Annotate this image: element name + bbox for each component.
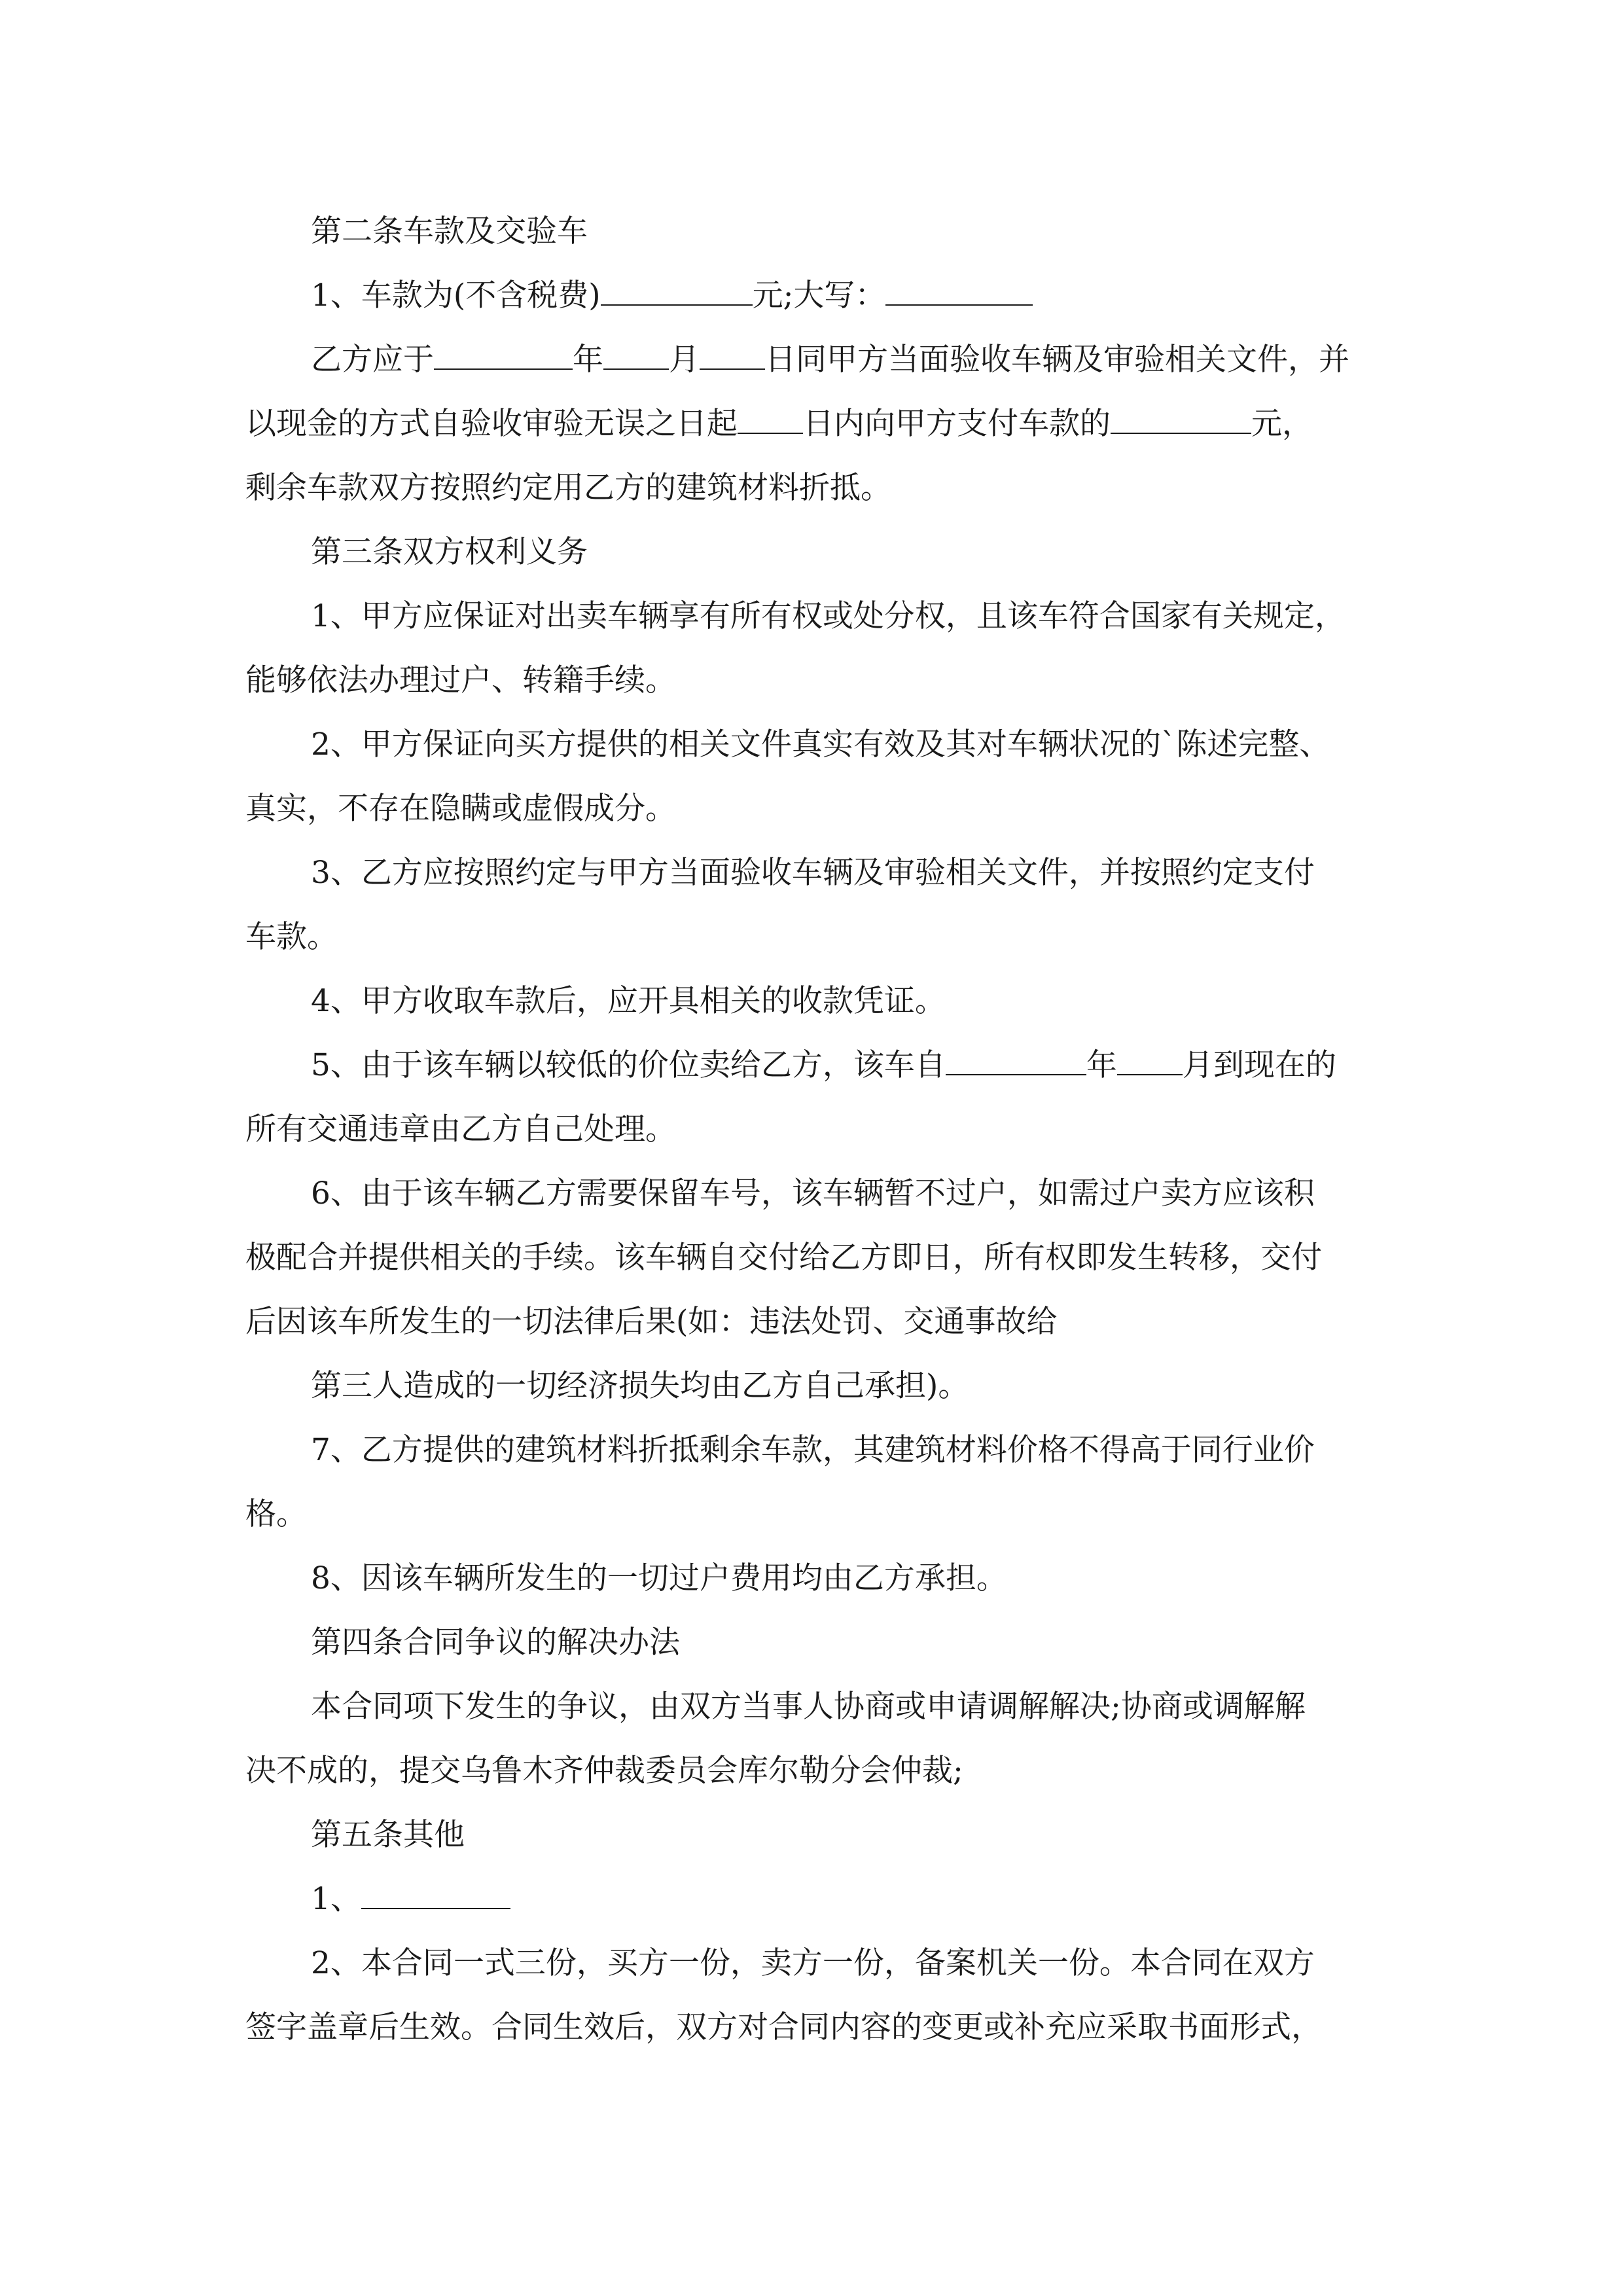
section-2-title: 第二条车款及交验车 (311, 213, 588, 249)
clause-3-6: 6、由于该车辆乙方需要保留车号，该车辆暂不过户，如需过户卖方应该积 (311, 1175, 1315, 1211)
paragraph-dispute: 本合同项下发生的争议，由双方当事人协商或申请调解解决;协商或调解解 (311, 1689, 1306, 1725)
section-3-title: 第三条双方权利义务 (311, 534, 588, 570)
clause-3-3: 3、乙方应按照约定与甲方当面验收车辆及审验相关文件，并按照约定支付 (311, 855, 1315, 891)
blank-violation-month (1117, 1048, 1183, 1075)
clause-3-5: 5、由于该车辆以较低的价位卖给乙方，该车自 年 月到现在的 (311, 1047, 1336, 1083)
clause-3-3-cont: 车款。 (245, 919, 338, 955)
blank-other (361, 1882, 510, 1909)
clause-3-7-cont: 格。 (245, 1496, 307, 1532)
paragraph-inspection: 乙方应于 年 月 日同甲方当面验收车辆及审验相关文件，并 (311, 342, 1349, 378)
clause-3-1: 1、甲方应保证对出卖车辆享有所有权或处分权，且该车符合国家有关规定， (311, 598, 1346, 634)
paragraph-inspection-cont2: 剩余车款双方按照约定用乙方的建筑材料折抵。 (245, 470, 891, 506)
clause-3-4: 4、甲方收取车款后，应开具相关的收款凭证。 (311, 983, 946, 1019)
blank-days (738, 406, 803, 434)
clause-3-2: 2、甲方保证向买方提供的相关文件真实有效及其对车辆状况的`陈述完整、 (311, 726, 1330, 762)
blank-day (700, 342, 765, 370)
blank-month (603, 342, 669, 370)
blank-amount (1111, 406, 1251, 434)
clause-3-6-cont1: 极配合并提供相关的手续。该车辆自交付给乙方即日，所有权即发生转移，交付 (245, 1240, 1322, 1276)
clause-3-1-cont: 能够依法办理过户、转籍手续。 (245, 662, 676, 698)
blank-price-amount (601, 278, 753, 306)
blank-violation-year (946, 1048, 1086, 1075)
paragraph-price: 1、车款为(不含税费) 元;大写： (245, 264, 1397, 328)
clause-5-1: 1、 (245, 1867, 1397, 1931)
paragraph-dispute-cont: 决不成的，提交乌鲁木齐仲裁委员会库尔勒分会仲裁; (245, 1753, 963, 1789)
clause-3-8: 8、因该车辆所发生的一切过户费用均由乙方承担。 (311, 1560, 1007, 1596)
clause-3-6-cont3: 第三人造成的一切经济损失均由乙方自己承担)。 (311, 1368, 969, 1404)
contract-page (245, 200, 1397, 2060)
clause-3-5-cont: 所有交通违章由乙方自己处理。 (245, 1111, 676, 1147)
blank-year (434, 342, 573, 370)
clause-3-2-cont: 真实，不存在隐瞒或虚假成分。 (245, 791, 676, 827)
clause-3-7: 7、乙方提供的建筑材料折抵剩余车款，其建筑材料价格不得高于同行业价 (311, 1432, 1315, 1468)
paragraph-inspection-cont: 以现金的方式自验收审验无误之日起 日内向甲方支付车款的 元， (245, 406, 1313, 442)
clause-5-2: 2、本合同一式三份，买方一份，卖方一份，备案机关一份。本合同在双方 (311, 1945, 1315, 1981)
clause-3-6-cont2: 后因该车所发生的一切法律后果(如：违法处罚、交通事故给 (245, 1304, 1058, 1340)
section-4-title: 第四条合同争议的解决办法 (311, 1624, 680, 1660)
blank-price-capital (885, 278, 1033, 306)
section-5-title: 第五条其他 (311, 1817, 465, 1853)
clause-5-2-cont: 签字盖章后生效。合同生效后，双方对合同内容的变更或补充应采取书面形式， (245, 2009, 1322, 2045)
